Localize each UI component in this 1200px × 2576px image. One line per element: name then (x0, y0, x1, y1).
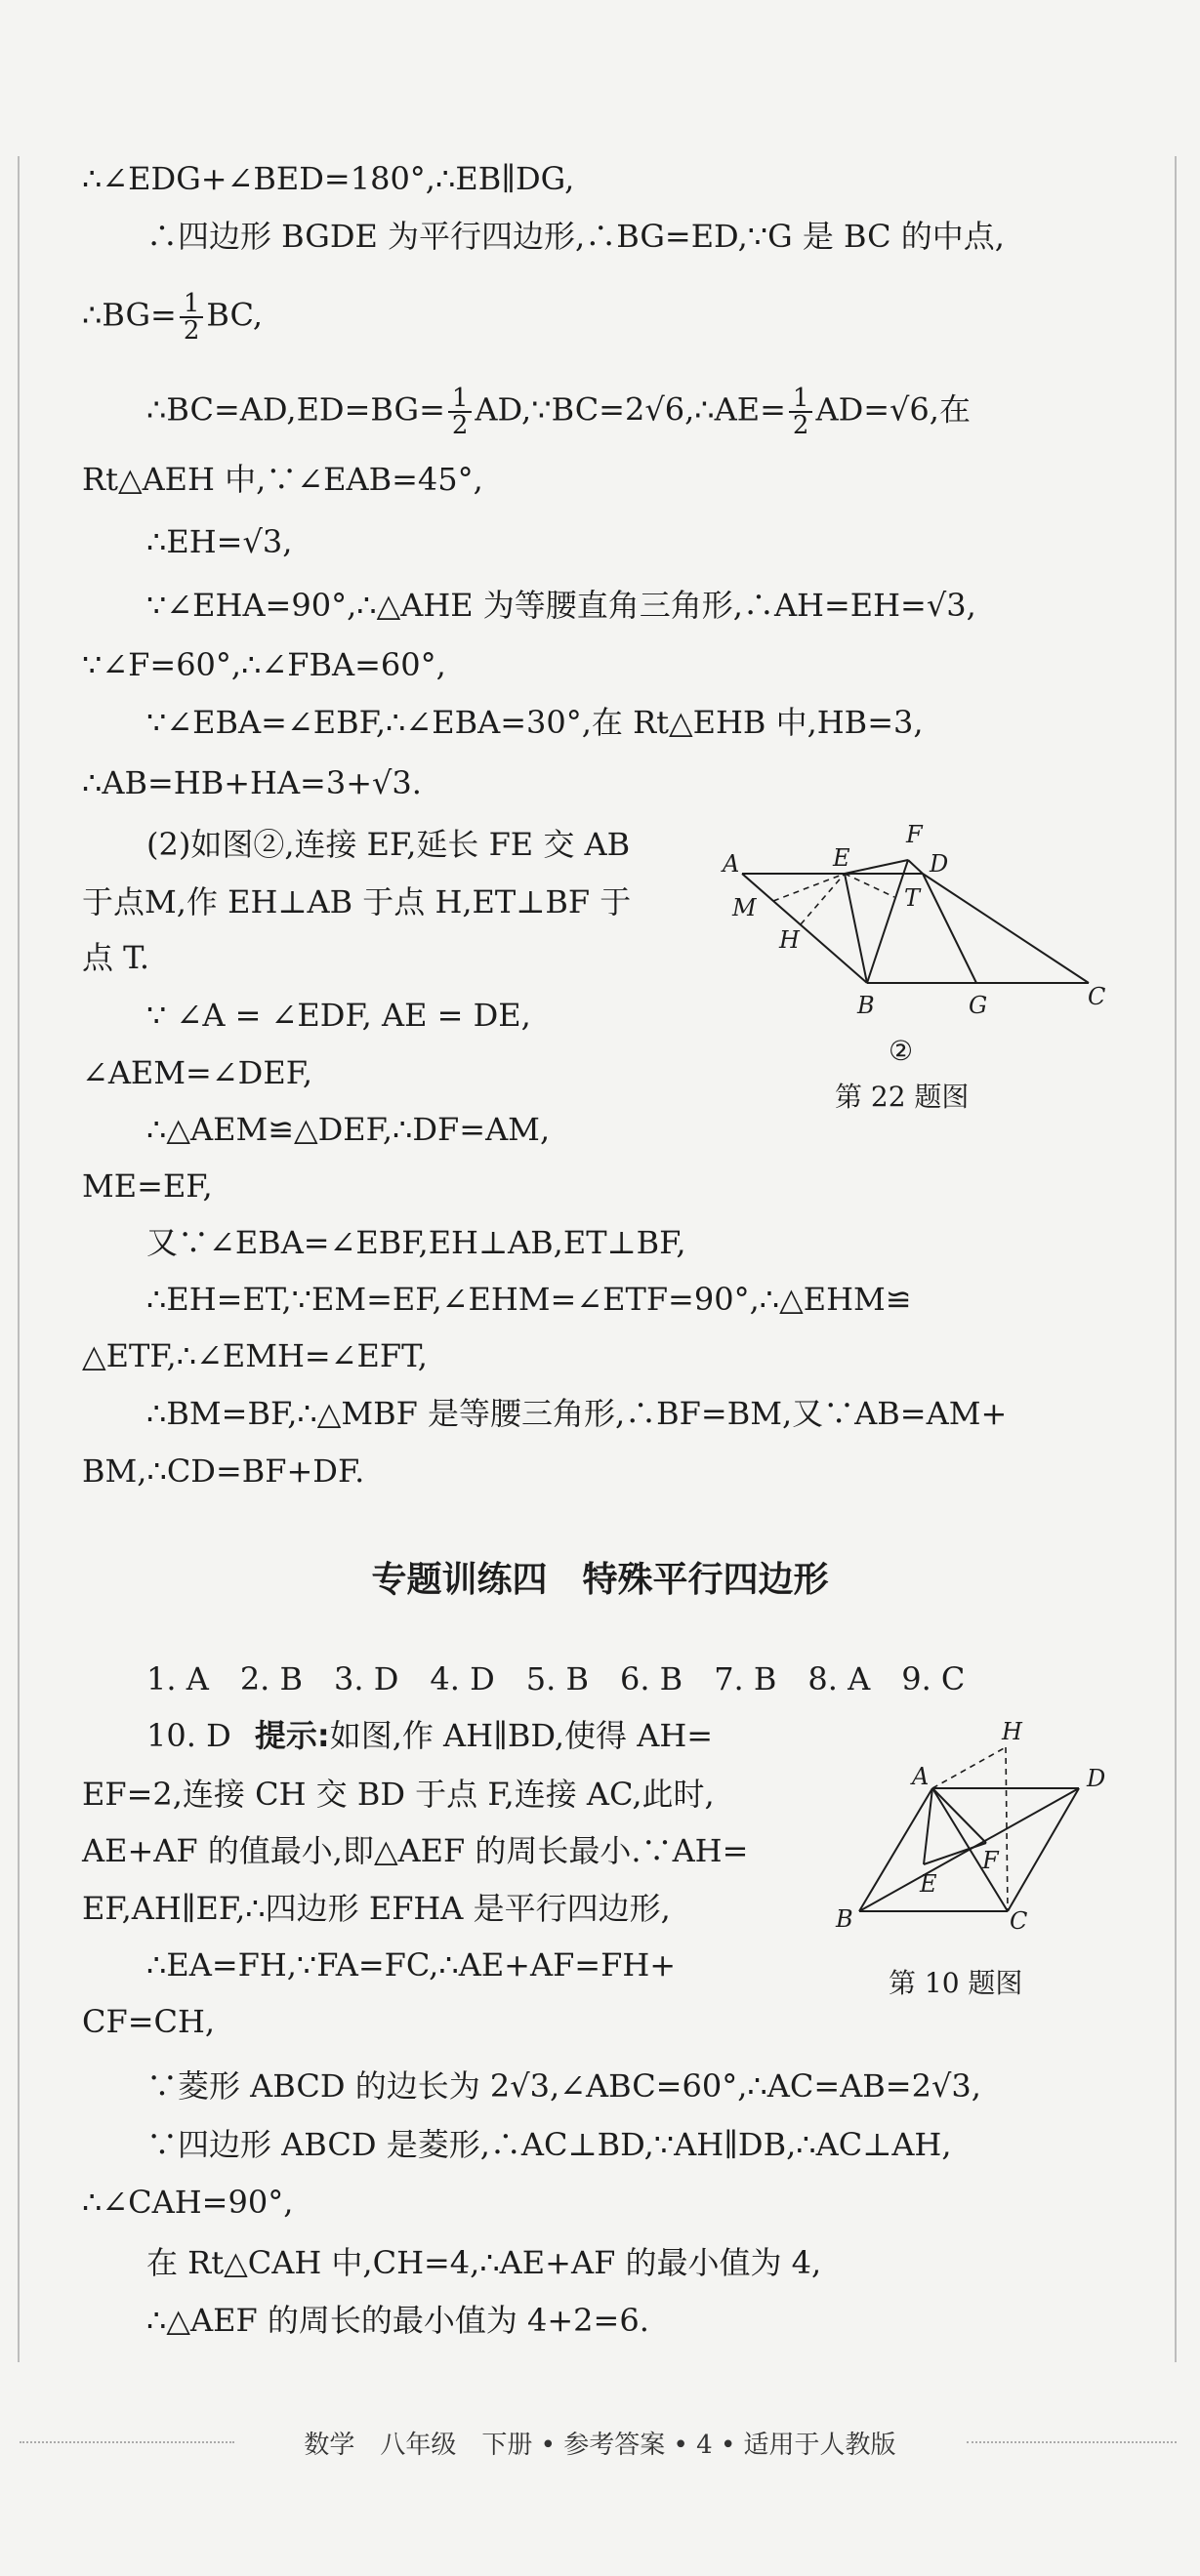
text-line: CF=CH, (82, 2003, 216, 2040)
segment-fd (908, 860, 923, 874)
point-label: D (930, 850, 949, 878)
answers-line: 1. A 2. B 3. D 4. D 5. B 6. B 7. B 8. A 9. C (146, 1660, 966, 1697)
text-line: ∴EH=√3, (146, 523, 293, 560)
fraction (448, 386, 473, 438)
text-segment: ∴BC=AD,ED=BG= (146, 390, 445, 429)
fraction-denominator: 2 (183, 316, 200, 346)
text-line: ∴∠EDG+∠BED=180°,∴EB∥DG, (82, 160, 575, 197)
fraction-numerator: 1 (180, 291, 204, 318)
figure-22-diagram (713, 815, 1123, 1108)
text-line: ∴△AEF 的周长的最小值为 4+2=6. (146, 2302, 649, 2339)
text-line (146, 1716, 713, 1755)
text-line: 点 T. (82, 939, 149, 976)
text-segment: AD,∵BC=2√6,∴AE= (475, 390, 786, 429)
segment-dg (923, 874, 976, 983)
text-line: ∴BM=BF,∴△MBF 是等腰三角形,∴BF=BM,又∵AB=AM+ (146, 1395, 1008, 1432)
fraction-numerator: 1 (789, 386, 813, 413)
right-margin-rule (1175, 156, 1177, 2362)
point-label: H (779, 926, 800, 954)
segment-ah-dashed (932, 1747, 1006, 1788)
point-label: G (969, 992, 988, 1019)
segment-dc (1008, 1788, 1079, 1911)
point-label: C (1010, 1907, 1028, 1933)
figure-caption: 第 22 题图 (835, 1081, 970, 1113)
segment-af (932, 1788, 986, 1843)
text-line: ∠AEM=∠DEF, (82, 1054, 313, 1091)
point-label: B (836, 1905, 853, 1933)
fraction-denominator: 2 (451, 411, 469, 440)
text-line: △ETF,∴∠EMH=∠EFT, (82, 1337, 428, 1374)
text-line: ∵四边形 ABCD 是菱形,∴AC⊥BD,∵AH∥DB,∴AC⊥AH, (146, 2126, 952, 2163)
text-line: (2)如图②,连接 EF,延长 FE 交 AB (146, 826, 631, 863)
figure-caption: 第 10 题图 (889, 1967, 1023, 1999)
text-line: ∴EA=FH,∵FA=FC,∴AE+AF=FH+ (146, 1946, 677, 1983)
text-line: BM,∴CD=BF+DF. (82, 1452, 365, 1490)
text-segment: BC, (206, 296, 264, 334)
point-label: B (857, 992, 875, 1019)
left-margin-rule (18, 156, 20, 2362)
point-label: T (904, 884, 921, 912)
point-label: H (1002, 1718, 1022, 1745)
segment-ef (845, 860, 908, 874)
point-label: F (906, 821, 923, 848)
segment-me-dashed (773, 874, 845, 901)
text-line: ∵菱形 ABCD 的边长为 2√3,∠ABC=60°,∴AC=AB=2√3, (146, 2067, 981, 2105)
text-line: ∵ ∠A = ∠EDF, AE = DE, (146, 997, 531, 1034)
text-line: ME=EF, (82, 1167, 213, 1205)
text-line: ∴∠CAH=90°, (82, 2184, 294, 2221)
text-line: ∵∠EHA=90°,∴△AHE 为等腰直角三角形,∴AH=EH=√3, (146, 587, 976, 624)
hint-label: 提示: (254, 1717, 330, 1754)
text-line: EF=2,连接 CH 交 BD 于点 F,连接 AC,此时, (82, 1776, 715, 1813)
text-line: 又∵∠EBA=∠EBF,EH⊥AB,ET⊥BF, (146, 1224, 686, 1261)
figure-10-diagram (830, 1708, 1142, 1933)
text-line: ∴△AEM≌△DEF,∴DF=AM, (146, 1111, 551, 1148)
text-line: EF,AH∥EF,∴四边形 EFHA 是平行四边形, (82, 1890, 671, 1927)
text-line: Rt△AEH 中,∵∠EAB=45°, (82, 461, 483, 498)
text-line: ∵∠F=60°,∴∠FBA=60°, (82, 646, 446, 683)
text-line: 于点M,作 EH⊥AB 于点 H,ET⊥BF 于 (82, 883, 632, 920)
text-line: AE+AF 的值最小,即△AEF 的周长最小.∵AH= (82, 1832, 749, 1869)
text-line: 在 Rt△CAH 中,CH=4,∴AE+AF 的最小值为 4, (146, 2244, 822, 2281)
text-segment: 如图,作 AH∥BD,使得 AH= (329, 1717, 714, 1754)
page-footer: 数学 八年级 下册 • 参考答案 • 4 • 适用于人教版 (304, 2431, 896, 2460)
point-label: M (732, 894, 757, 921)
text-line: ∴EH=ET,∵EM=EF,∠EHM=∠ETF=90°,∴△EHM≌ (146, 1281, 912, 1318)
figure-number: ② (889, 1035, 914, 1067)
segment-et-dashed (845, 874, 894, 897)
text-line: ∴四边形 BGDE 为平行四边形,∴BG=ED,∵G 是 BC 的中点, (146, 218, 1005, 255)
point-label: A (912, 1763, 930, 1790)
point-label: D (1087, 1765, 1106, 1792)
fraction (789, 386, 813, 438)
text-line: ∴AB=HB+HA=3+√3. (82, 764, 422, 801)
text-segment: ∴BG= (82, 296, 177, 334)
text-segment: AD=√6,在 (815, 390, 971, 429)
text-line: ∵∠EBA=∠EBF,∴∠EBA=30°,在 Rt△EHB 中,HB=3, (146, 704, 924, 741)
text-line (82, 291, 263, 344)
point-label: A (723, 850, 740, 878)
point-label: C (1088, 983, 1106, 1010)
question-number: 10. D (146, 1717, 231, 1754)
segment-fb (867, 860, 908, 983)
point-label: F (982, 1847, 999, 1874)
point-label: E (833, 844, 850, 872)
fraction-denominator: 2 (792, 411, 809, 440)
point-label: E (920, 1870, 937, 1898)
text-line (146, 386, 971, 438)
section-title: 专题训练四 特殊平行四边形 (371, 1560, 829, 1600)
segment-dc (923, 874, 1089, 983)
fraction (180, 291, 204, 344)
fraction-numerator: 1 (448, 386, 473, 413)
segment-eh-dashed (801, 874, 845, 924)
